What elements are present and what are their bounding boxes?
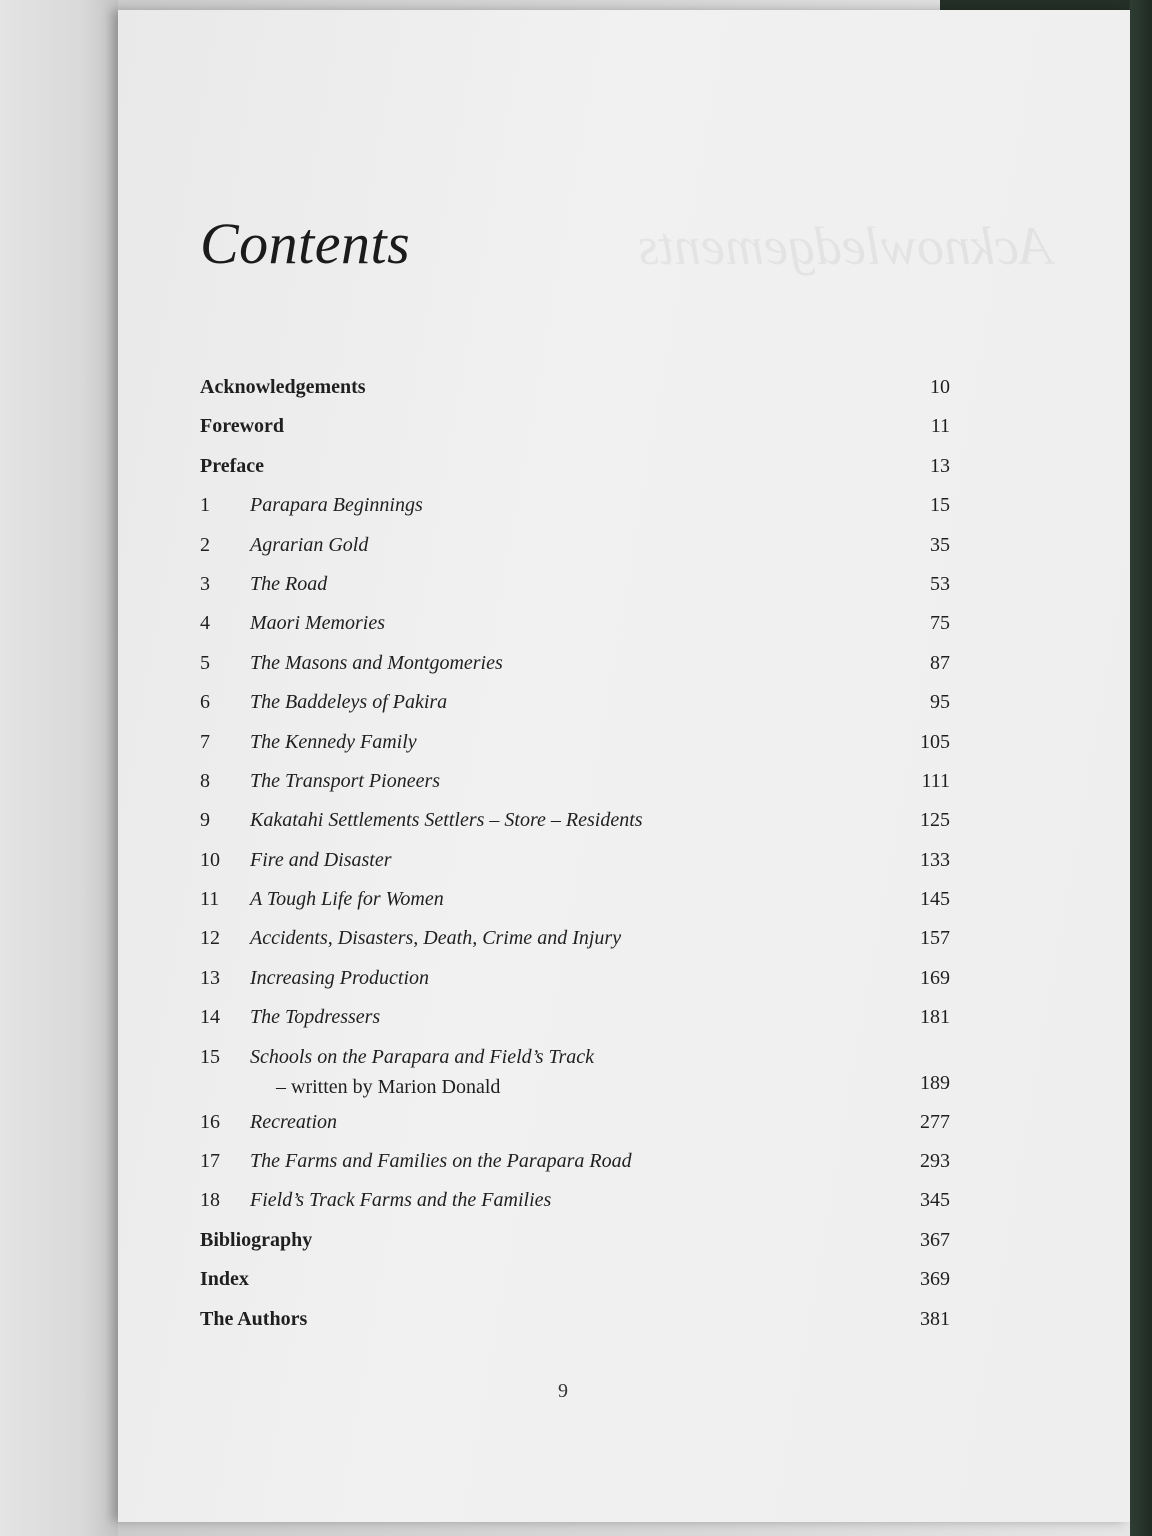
chapter-number: 2 xyxy=(200,533,210,556)
toc-chapter-entry xyxy=(200,685,950,724)
chapter-number: 1 xyxy=(200,494,210,517)
chapter-number: 12 xyxy=(200,927,220,950)
chapter-page: 133 xyxy=(920,848,950,871)
chapter-number: 18 xyxy=(200,1189,220,1212)
chapter-title: The Road xyxy=(250,572,328,595)
chapter-page: 169 xyxy=(920,966,950,989)
chapter-title: Kakatahi Settlements Settlers – Store – Residents xyxy=(250,809,643,832)
toc-entry-page: 367 xyxy=(920,1228,950,1251)
chapter-number: 5 xyxy=(200,651,210,674)
chapter-title: The Kennedy Family xyxy=(250,730,417,753)
book-cover-edge xyxy=(1130,0,1152,1536)
chapter-page: 125 xyxy=(920,809,950,832)
chapter-title: Accidents, Disasters, Death, Crime and Injury xyxy=(250,927,622,950)
toc-entry-title: Foreword xyxy=(200,415,285,438)
page-title: Contents xyxy=(200,211,411,276)
chapter-title: The Farms and Families on the Parapara Road xyxy=(250,1150,632,1173)
chapter-number: 4 xyxy=(200,612,210,635)
chapter-page: 345 xyxy=(920,1189,950,1212)
toc-entry-page: 11 xyxy=(930,415,950,438)
chapter-page: 189 xyxy=(920,1071,950,1094)
toc-chapter-entry xyxy=(200,488,950,527)
chapter-page: 145 xyxy=(920,888,950,911)
chapter-page: 293 xyxy=(920,1150,950,1173)
chapter-number: 8 xyxy=(200,769,210,792)
chapter-number: 17 xyxy=(200,1150,220,1173)
toc-chapter-entry xyxy=(200,1105,950,1144)
toc-chapter-entry xyxy=(200,646,950,685)
toc-entry-title: Acknowledgements xyxy=(200,376,366,398)
toc-chapter-entry xyxy=(200,528,950,567)
chapter-page: 277 xyxy=(920,1110,950,1133)
toc-chapter-entry xyxy=(200,764,950,803)
chapter-page: 95 xyxy=(930,691,950,714)
toc-chapter-entry xyxy=(200,803,950,842)
chapter-title: Parapara Beginnings xyxy=(250,494,423,517)
chapter-title: Increasing Production xyxy=(250,966,430,989)
chapter-title: Recreation xyxy=(250,1110,338,1133)
chapter-title: The Transport Pioneers xyxy=(250,769,441,792)
toc-chapter-entry xyxy=(200,921,950,960)
toc-chapter-entry xyxy=(200,567,950,606)
toc-entry xyxy=(200,449,950,488)
chapter-page: 87 xyxy=(930,651,950,674)
chapter-page: 111 xyxy=(921,769,950,792)
toc-chapter-entry xyxy=(200,1000,950,1039)
chapter-page: 181 xyxy=(920,1006,950,1029)
chapter-number: 14 xyxy=(200,1006,220,1029)
chapter-page: 35 xyxy=(930,533,950,556)
chapter-title: Schools on the Parapara and Field’s Track xyxy=(250,1045,595,1068)
chapter-number: 11 xyxy=(200,888,220,911)
chapter-number: 7 xyxy=(200,730,210,753)
toc-chapter-entry xyxy=(200,606,950,645)
chapter-number: 13 xyxy=(200,966,220,989)
toc-chapter-entry xyxy=(200,1040,950,1105)
chapter-title: Field’s Track Farms and the Families xyxy=(250,1189,552,1212)
toc-chapter-entry xyxy=(200,843,950,882)
chapter-number: 10 xyxy=(200,848,220,871)
chapter-title: Fire and Disaster xyxy=(250,848,392,871)
toc-entry-page: 10 xyxy=(930,376,950,398)
book-page xyxy=(118,10,1130,1522)
chapter-page: 75 xyxy=(930,612,950,635)
toc-chapter-entry xyxy=(200,882,950,921)
toc-entry-page: 369 xyxy=(920,1268,950,1291)
previous-page-edge xyxy=(0,0,118,1536)
toc-chapter-entry xyxy=(200,961,950,1000)
chapter-subtitle: – written by Marion Donald xyxy=(276,1075,501,1098)
chapter-title: The Topdressers xyxy=(250,1006,381,1029)
toc-entry-page: 13 xyxy=(930,454,950,477)
chapter-number: 16 xyxy=(200,1110,220,1133)
toc-entry xyxy=(200,1223,950,1262)
chapter-title: Maori Memories xyxy=(250,612,385,635)
chapter-number: 3 xyxy=(200,572,210,595)
chapter-page: 105 xyxy=(920,730,950,753)
chapter-number: 9 xyxy=(200,809,210,832)
toc-entry-page: 381 xyxy=(920,1307,950,1330)
page-number: 9 xyxy=(558,1380,568,1402)
toc-chapter-entry xyxy=(200,1183,950,1222)
toc-entry-title: Bibliography xyxy=(200,1228,313,1251)
chapter-page: 157 xyxy=(920,927,950,950)
chapter-title: Agrarian Gold xyxy=(250,533,369,556)
toc-entry xyxy=(200,370,950,409)
table-of-contents xyxy=(200,370,950,1341)
toc-entry xyxy=(200,409,950,448)
toc-entry xyxy=(200,1262,950,1301)
chapter-title: The Baddeleys of Pakira xyxy=(250,691,448,714)
chapter-number: 6 xyxy=(200,691,210,714)
chapter-title: A Tough Life for Women xyxy=(250,888,444,911)
chapter-number: 15 xyxy=(200,1045,220,1068)
chapter-title: The Masons and Montgomeries xyxy=(250,651,503,674)
toc-chapter-entry xyxy=(200,1144,950,1183)
toc-chapter-entry xyxy=(200,725,950,764)
toc-entry-title: The Authors xyxy=(200,1307,308,1330)
show-through-text: Acknowledgements xyxy=(638,216,1052,276)
toc-entry-title: Index xyxy=(200,1268,249,1291)
chapter-page: 53 xyxy=(930,572,950,595)
toc-entry-title: Preface xyxy=(200,454,265,477)
toc-entry xyxy=(200,1302,950,1341)
chapter-page: 15 xyxy=(930,494,950,517)
